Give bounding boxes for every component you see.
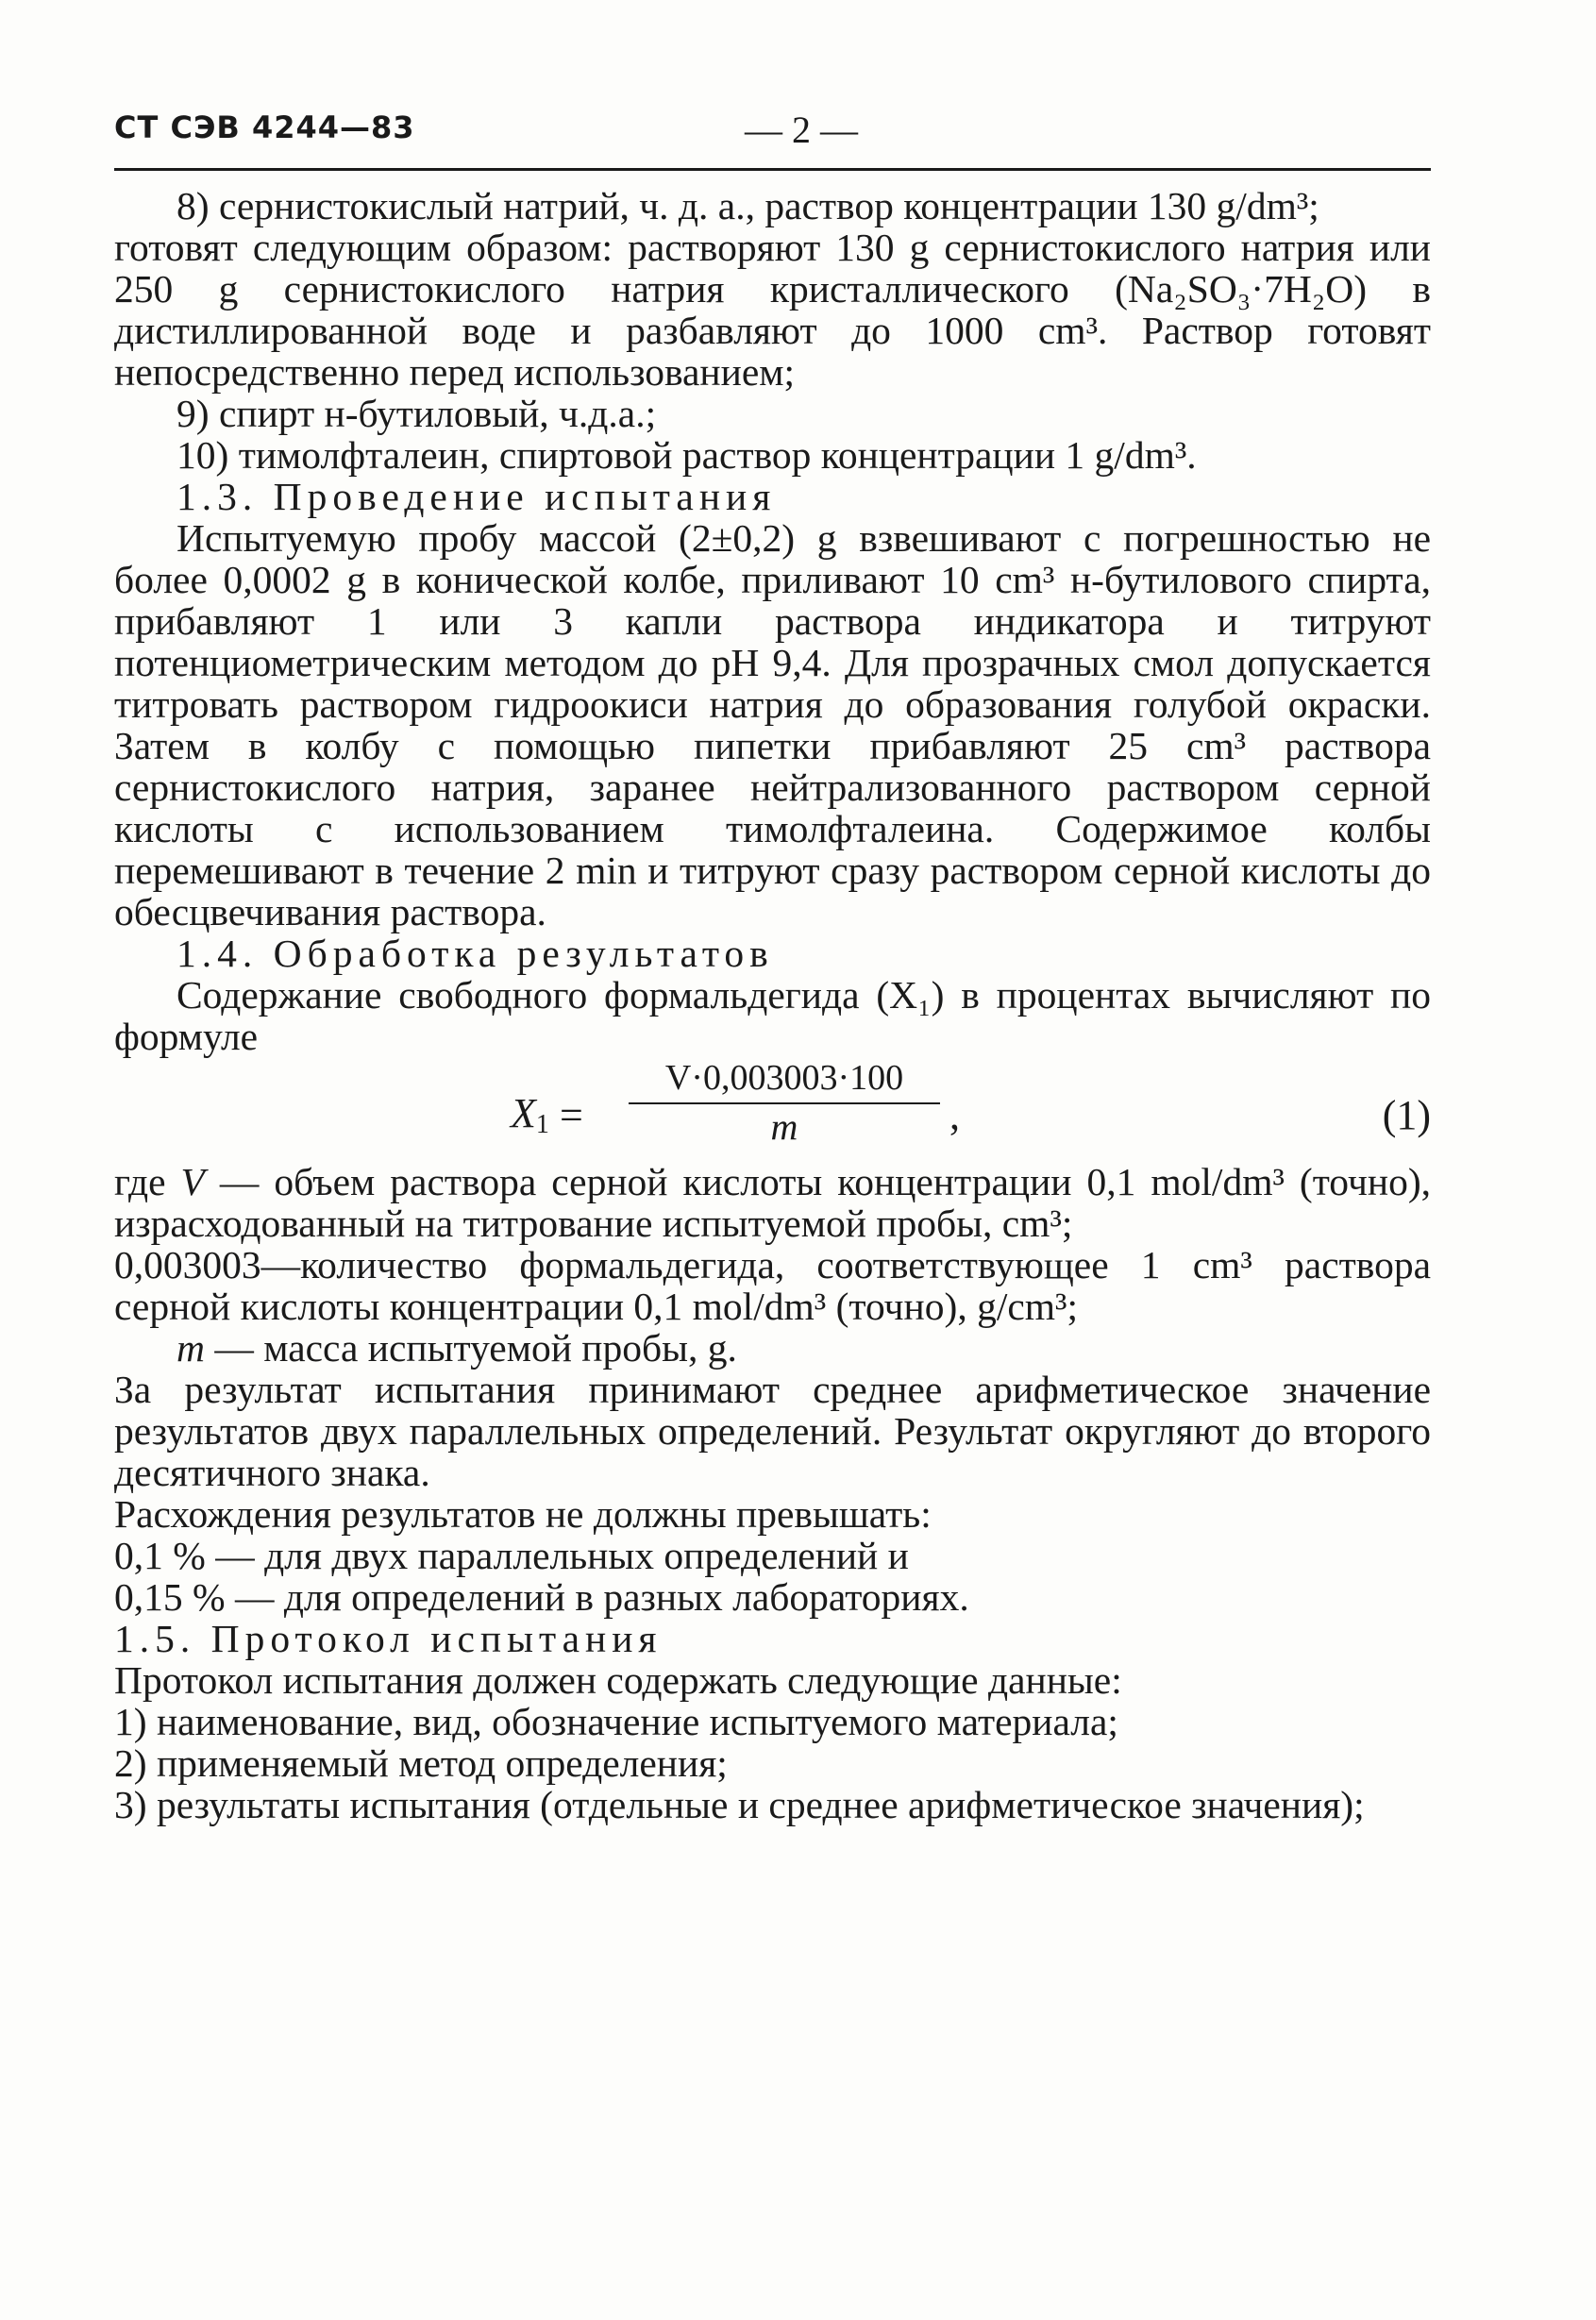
formula-equals: = bbox=[560, 1092, 583, 1138]
formula-number: (1) bbox=[1382, 1092, 1431, 1138]
discrepancy-parallel: 0,1 % — для двух параллельных определений и bbox=[114, 1534, 909, 1577]
formula-comma: , bbox=[949, 1092, 960, 1138]
document-body bbox=[114, 185, 1431, 1825]
page-header bbox=[114, 102, 1431, 159]
protocol-intro: Протокол испытания должен содержать следующие данные: bbox=[114, 1658, 1122, 1702]
formula-denominator: m bbox=[770, 1105, 798, 1148]
protocol-item-3: 3) результаты испытания (отдельные и среднее арифметическое значения); bbox=[114, 1783, 1365, 1826]
formula-definitions bbox=[114, 1161, 1431, 1369]
formula-intro: Содержание свободного формальдегида (X₁) в процентах вычисляют по формуле bbox=[114, 973, 1431, 1058]
section-heading-1-5: 1.5. Протокол испытания bbox=[114, 1617, 663, 1660]
header-rule bbox=[114, 168, 1431, 171]
definition-v: где V — объем раствора серной кислоты концентрации 0,1 mol/dm³ (точно), израсходованный на титрование испытуемой пробы, cm³; bbox=[114, 1160, 1432, 1245]
reagent-item-8 bbox=[114, 185, 1431, 227]
protocol-item-1: 1) наименование, вид, обозначение испытуемого материала; bbox=[114, 1700, 1118, 1743]
standard-code: СТ СЭВ 4244—83 bbox=[114, 109, 415, 145]
discrepancy-intro: Расхождения результатов не должны превышать: bbox=[114, 1492, 932, 1536]
discrepancy-labs: 0,15 % — для определений в разных лабораториях. bbox=[114, 1575, 969, 1619]
section-heading-1-4: 1.4. Обработка результатов bbox=[176, 932, 774, 975]
formula-fraction bbox=[629, 1057, 940, 1148]
section-heading-1-3: 1.3. Проведение испытания bbox=[176, 475, 777, 518]
page-number: — 2 — bbox=[745, 109, 858, 151]
test-procedure-text: Испытуемую пробу массой (2±0,2) g взвешивают с погрешностью не более 0,0002 g в конической колбе, приливают 10 cm³ н-бутилового спирта, прибавляют 1 или 3 капли раствора индикатора и титруют потенциометрическим методом до pH 9,4. Для прозрачных смол допускается титровать раствором гидроокиси натрия до образования голубой окраски. Затем в колбу с помощью пипетки прибавляют 25 cm³ раствора сернистокислого натрия, заранее нейтрализованного раствором серной кислоты с использованием тимолфталеина. Содержимое колбы перемешивают в течение 2 min и титруют сразу раствором серной кислоты до обесцвечивания раствора. bbox=[114, 516, 1431, 933]
definition-m: m — масса испытуемой пробы, g. bbox=[176, 1326, 737, 1370]
reagent-item-8-preparation: готовят следующим образом: растворяют 130 g сернистокислого натрия или 250 g сернистокислого натрия кристаллического (Na₂SO₃·7H₂O) в дистиллированной воде и разбавляют до 1000 cm³. Раствор готовят непосредственно перед использованием; bbox=[114, 226, 1431, 394]
formula-numerator: V·0,003003·100 bbox=[629, 1057, 940, 1104]
reagent-item-9: 9) спирт н-бутиловый, ч.д.а.; bbox=[176, 392, 657, 435]
reagent-item-8-text: 8) сернистокислый натрий, ч. д. а., раствор концентрации 130 g/dm³; bbox=[176, 184, 1319, 227]
definition-constant: 0,003003—количество формальдегида, соответствующее 1 cm³ раствора серной кислоты концентрации 0,1 mol/dm³ (точно), g/cm³; bbox=[114, 1243, 1431, 1328]
protocol-item-2: 2) применяемый метод определения; bbox=[114, 1741, 728, 1785]
result-rule-text: За результат испытания принимают среднее арифметическое значение результатов двух параллельных определений. Результат округляют до второго десятичного знака. bbox=[114, 1368, 1431, 1494]
reagent-item-10: 10) тимолфталеин, спиртовой раствор концентрации 1 g/dm³. bbox=[176, 433, 1197, 477]
formula-1 bbox=[114, 1057, 1431, 1161]
where-label: где bbox=[114, 1160, 166, 1203]
formula-lhs: X1 bbox=[511, 1090, 549, 1139]
